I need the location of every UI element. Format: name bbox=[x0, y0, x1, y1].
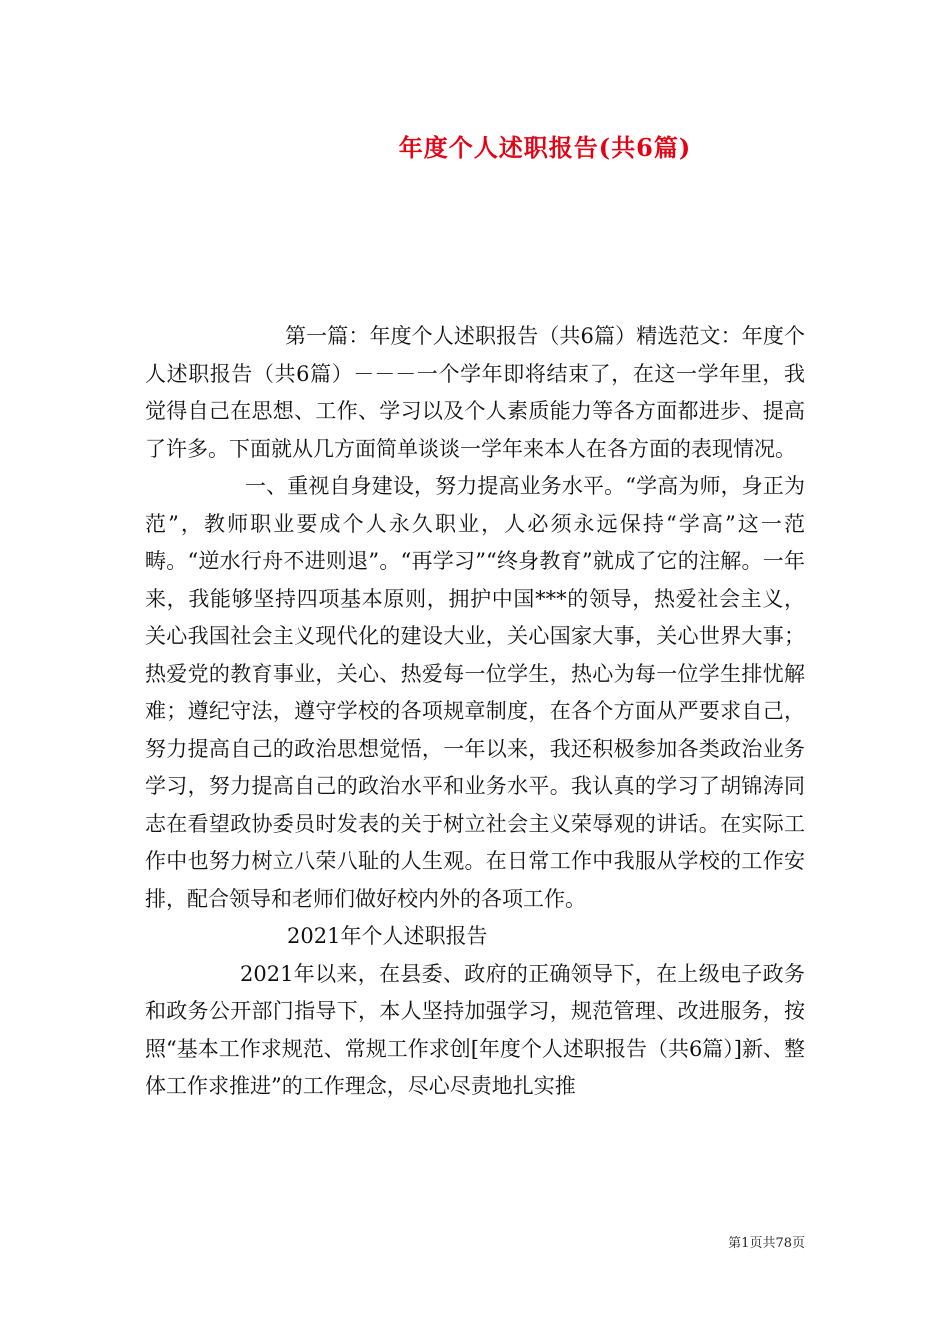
document-body bbox=[145, 318, 805, 1106]
paragraph-2: 一、重视自身建设，努力提高业务水平。“学高为师，身正为范”，教师职业要成个人永久职业，人必须永远保持“学高”这一范畴。“逆水行舟不进则退”。“再学习”“终身教育”就成了它的注解。一年来，我能够坚持四项基本原则，拥护中国***的领导，热爱社会主义，关心我国社会主义现代化的建设大业，关心国家大事，关心世界大事；热爱党的教育事业，关心、热爱每一位学生，热心为每一位学生排忧解难；遵纪守法，遵守学校的各项规章制度，在各个方面从严要求自己，努力提高自己的政治思想觉悟，一年以来，我还积极参加各类政治业务学习，努力提高自己的政治水平和业务水平。我认真的学习了胡锦涛同志在看望政协委员时发表的关于树立社会主义荣辱观的讲话。在实际工作中也努力树立八荣八耻的人生观。在日常工作中我服从学校的工作安排，配合领导和老师们做好校内外的各项工作。 bbox=[145, 474, 805, 911]
paragraph-1: 第一篇：年度个人述职报告（共6篇）精选范文：年度个人述职报告（共6篇）－－－一个学年即将结束了，在这一学年里，我觉得自己在思想、工作、学习以及个人素质能力等各方面都进步、提高了许多。下面就从几方面简单谈谈一学年来本人在各方面的表现情况。 bbox=[145, 324, 805, 461]
document-title: 年度个人述职报告(共6篇) bbox=[398, 133, 692, 162]
page-number-footer: 第1页共78页 bbox=[728, 1236, 805, 1251]
paragraph-3: 2021年以来，在县委、政府的正确领导下，在上级电子政务和政务公开部门指导下，本人坚持加强学习，规范管理、改进服务，按照“基本工作求规范、常规工作求创[年度个人述职报告（共6篇）]新、整体工作求推进”的工作理念，尽心尽责地扎实推 bbox=[145, 961, 805, 1098]
section-heading: 2021年个人述职报告 bbox=[287, 924, 488, 948]
